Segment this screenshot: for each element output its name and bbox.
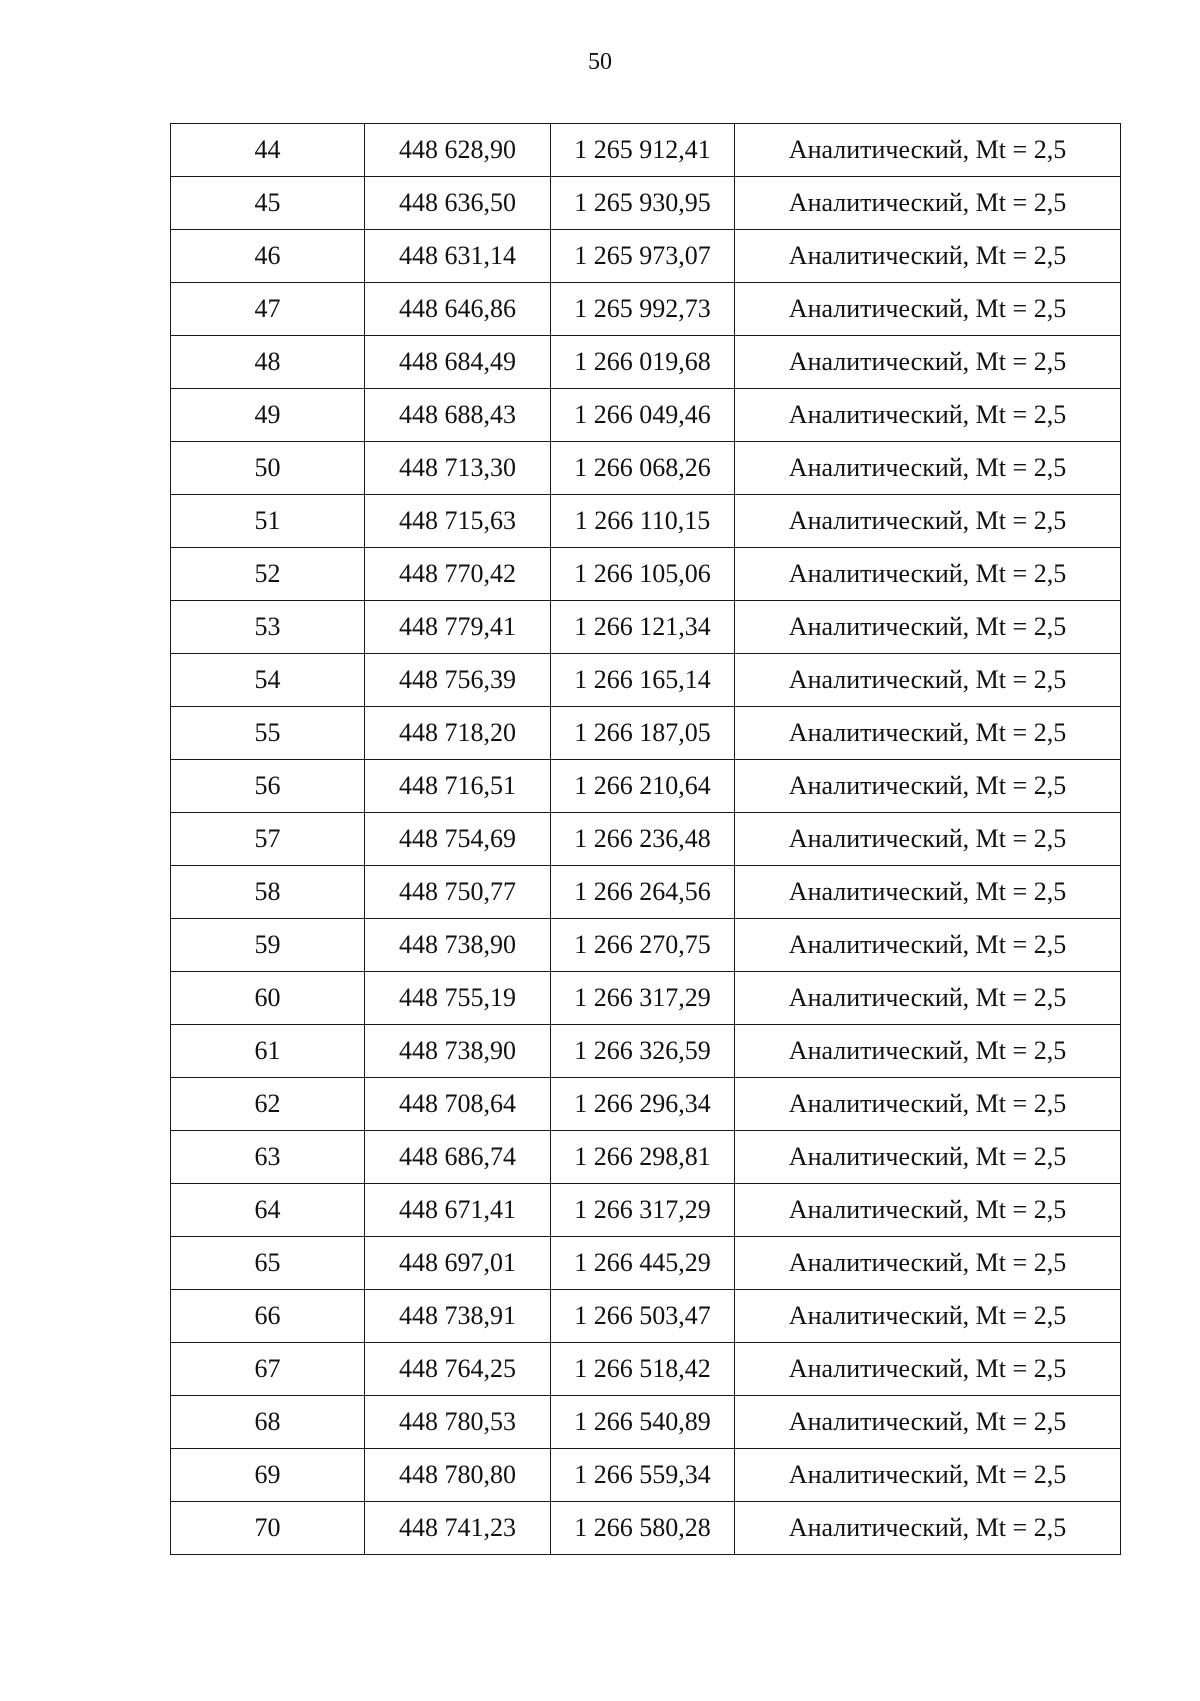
point-number-cell: 59 (171, 919, 365, 972)
method-cell: Аналитический, Mt = 2,5 (735, 1025, 1121, 1078)
method-cell: Аналитический, Mt = 2,5 (735, 1396, 1121, 1449)
point-number-cell: 53 (171, 601, 365, 654)
point-number-cell: 52 (171, 548, 365, 601)
x-coordinate-cell: 448 636,50 (365, 177, 551, 230)
x-coordinate-cell: 448 755,19 (365, 972, 551, 1025)
method-cell: Аналитический, Mt = 2,5 (735, 548, 1121, 601)
x-coordinate-cell: 448 671,41 (365, 1184, 551, 1237)
method-cell: Аналитический, Mt = 2,5 (735, 1449, 1121, 1502)
x-coordinate-cell: 448 764,25 (365, 1343, 551, 1396)
table-row (171, 177, 1121, 230)
method-cell: Аналитический, Mt = 2,5 (735, 866, 1121, 919)
table-row (171, 442, 1121, 495)
point-number-cell: 49 (171, 389, 365, 442)
y-coordinate-cell: 1 266 165,14 (551, 654, 735, 707)
table-row (171, 1502, 1121, 1555)
point-number-cell: 46 (171, 230, 365, 283)
method-cell: Аналитический, Mt = 2,5 (735, 389, 1121, 442)
method-cell: Аналитический, Mt = 2,5 (735, 442, 1121, 495)
y-coordinate-cell: 1 266 270,75 (551, 919, 735, 972)
table-row (171, 601, 1121, 654)
point-number-cell: 65 (171, 1237, 365, 1290)
y-coordinate-cell: 1 266 503,47 (551, 1290, 735, 1343)
x-coordinate-cell: 448 779,41 (365, 601, 551, 654)
x-coordinate-cell: 448 738,90 (365, 919, 551, 972)
point-number-cell: 66 (171, 1290, 365, 1343)
table-row (171, 654, 1121, 707)
table-row (171, 495, 1121, 548)
y-coordinate-cell: 1 266 296,34 (551, 1078, 735, 1131)
method-cell: Аналитический, Mt = 2,5 (735, 1290, 1121, 1343)
table-row (171, 1184, 1121, 1237)
table-row (171, 1343, 1121, 1396)
x-coordinate-cell: 448 713,30 (365, 442, 551, 495)
y-coordinate-cell: 1 266 049,46 (551, 389, 735, 442)
point-number-cell: 70 (171, 1502, 365, 1555)
method-cell: Аналитический, Mt = 2,5 (735, 177, 1121, 230)
table-row (171, 1237, 1121, 1290)
coordinates-table-body (171, 124, 1121, 1555)
table-row (171, 972, 1121, 1025)
x-coordinate-cell: 448 716,51 (365, 760, 551, 813)
x-coordinate-cell: 448 770,42 (365, 548, 551, 601)
table-row (171, 760, 1121, 813)
x-coordinate-cell: 448 628,90 (365, 124, 551, 177)
method-cell: Аналитический, Mt = 2,5 (735, 1343, 1121, 1396)
point-number-cell: 60 (171, 972, 365, 1025)
y-coordinate-cell: 1 265 973,07 (551, 230, 735, 283)
table-row (171, 1131, 1121, 1184)
x-coordinate-cell: 448 688,43 (365, 389, 551, 442)
method-cell: Аналитический, Mt = 2,5 (735, 1131, 1121, 1184)
x-coordinate-cell: 448 738,90 (365, 1025, 551, 1078)
point-number-cell: 61 (171, 1025, 365, 1078)
y-coordinate-cell: 1 266 121,34 (551, 601, 735, 654)
point-number-cell: 57 (171, 813, 365, 866)
table-row (171, 707, 1121, 760)
y-coordinate-cell: 1 266 105,06 (551, 548, 735, 601)
point-number-cell: 69 (171, 1449, 365, 1502)
point-number-cell: 54 (171, 654, 365, 707)
y-coordinate-cell: 1 266 236,48 (551, 813, 735, 866)
y-coordinate-cell: 1 265 930,95 (551, 177, 735, 230)
point-number-cell: 48 (171, 336, 365, 389)
x-coordinate-cell: 448 738,91 (365, 1290, 551, 1343)
method-cell: Аналитический, Mt = 2,5 (735, 707, 1121, 760)
point-number-cell: 51 (171, 495, 365, 548)
y-coordinate-cell: 1 265 912,41 (551, 124, 735, 177)
y-coordinate-cell: 1 266 019,68 (551, 336, 735, 389)
method-cell: Аналитический, Mt = 2,5 (735, 124, 1121, 177)
table-row (171, 336, 1121, 389)
table-row (171, 283, 1121, 336)
x-coordinate-cell: 448 646,86 (365, 283, 551, 336)
x-coordinate-cell: 448 754,69 (365, 813, 551, 866)
y-coordinate-cell: 1 266 317,29 (551, 972, 735, 1025)
table-row (171, 813, 1121, 866)
y-coordinate-cell: 1 266 317,29 (551, 1184, 735, 1237)
table-row (171, 548, 1121, 601)
point-number-cell: 58 (171, 866, 365, 919)
x-coordinate-cell: 448 780,53 (365, 1396, 551, 1449)
point-number-cell: 44 (171, 124, 365, 177)
point-number-cell: 47 (171, 283, 365, 336)
table-row (171, 124, 1121, 177)
x-coordinate-cell: 448 686,74 (365, 1131, 551, 1184)
method-cell: Аналитический, Mt = 2,5 (735, 336, 1121, 389)
method-cell: Аналитический, Mt = 2,5 (735, 813, 1121, 866)
x-coordinate-cell: 448 750,77 (365, 866, 551, 919)
x-coordinate-cell: 448 780,80 (365, 1449, 551, 1502)
y-coordinate-cell: 1 266 580,28 (551, 1502, 735, 1555)
y-coordinate-cell: 1 265 992,73 (551, 283, 735, 336)
x-coordinate-cell: 448 741,23 (365, 1502, 551, 1555)
point-number-cell: 55 (171, 707, 365, 760)
table-row (171, 919, 1121, 972)
table-row (171, 1449, 1121, 1502)
y-coordinate-cell: 1 266 559,34 (551, 1449, 735, 1502)
method-cell: Аналитический, Mt = 2,5 (735, 601, 1121, 654)
method-cell: Аналитический, Mt = 2,5 (735, 230, 1121, 283)
x-coordinate-cell: 448 708,64 (365, 1078, 551, 1131)
point-number-cell: 50 (171, 442, 365, 495)
point-number-cell: 56 (171, 760, 365, 813)
x-coordinate-cell: 448 718,20 (365, 707, 551, 760)
y-coordinate-cell: 1 266 264,56 (551, 866, 735, 919)
y-coordinate-cell: 1 266 326,59 (551, 1025, 735, 1078)
y-coordinate-cell: 1 266 445,29 (551, 1237, 735, 1290)
method-cell: Аналитический, Mt = 2,5 (735, 654, 1121, 707)
y-coordinate-cell: 1 266 298,81 (551, 1131, 735, 1184)
point-number-cell: 67 (171, 1343, 365, 1396)
method-cell: Аналитический, Mt = 2,5 (735, 1237, 1121, 1290)
method-cell: Аналитический, Mt = 2,5 (735, 283, 1121, 336)
y-coordinate-cell: 1 266 518,42 (551, 1343, 735, 1396)
point-number-cell: 45 (171, 177, 365, 230)
method-cell: Аналитический, Mt = 2,5 (735, 919, 1121, 972)
x-coordinate-cell: 448 715,63 (365, 495, 551, 548)
table-row (171, 1078, 1121, 1131)
method-cell: Аналитический, Mt = 2,5 (735, 1184, 1121, 1237)
coordinates-table (170, 123, 1121, 1555)
y-coordinate-cell: 1 266 187,05 (551, 707, 735, 760)
point-number-cell: 63 (171, 1131, 365, 1184)
method-cell: Аналитический, Mt = 2,5 (735, 760, 1121, 813)
x-coordinate-cell: 448 684,49 (365, 336, 551, 389)
x-coordinate-cell: 448 697,01 (365, 1237, 551, 1290)
table-row (171, 230, 1121, 283)
point-number-cell: 68 (171, 1396, 365, 1449)
page-number: 50 (588, 49, 612, 75)
y-coordinate-cell: 1 266 068,26 (551, 442, 735, 495)
table-row (171, 1025, 1121, 1078)
y-coordinate-cell: 1 266 540,89 (551, 1396, 735, 1449)
y-coordinate-cell: 1 266 210,64 (551, 760, 735, 813)
method-cell: Аналитический, Mt = 2,5 (735, 1502, 1121, 1555)
method-cell: Аналитический, Mt = 2,5 (735, 495, 1121, 548)
table-row (171, 389, 1121, 442)
table-row (171, 1396, 1121, 1449)
point-number-cell: 62 (171, 1078, 365, 1131)
point-number-cell: 64 (171, 1184, 365, 1237)
x-coordinate-cell: 448 631,14 (365, 230, 551, 283)
table-row (171, 866, 1121, 919)
method-cell: Аналитический, Mt = 2,5 (735, 1078, 1121, 1131)
table-row (171, 1290, 1121, 1343)
x-coordinate-cell: 448 756,39 (365, 654, 551, 707)
method-cell: Аналитический, Mt = 2,5 (735, 972, 1121, 1025)
y-coordinate-cell: 1 266 110,15 (551, 495, 735, 548)
